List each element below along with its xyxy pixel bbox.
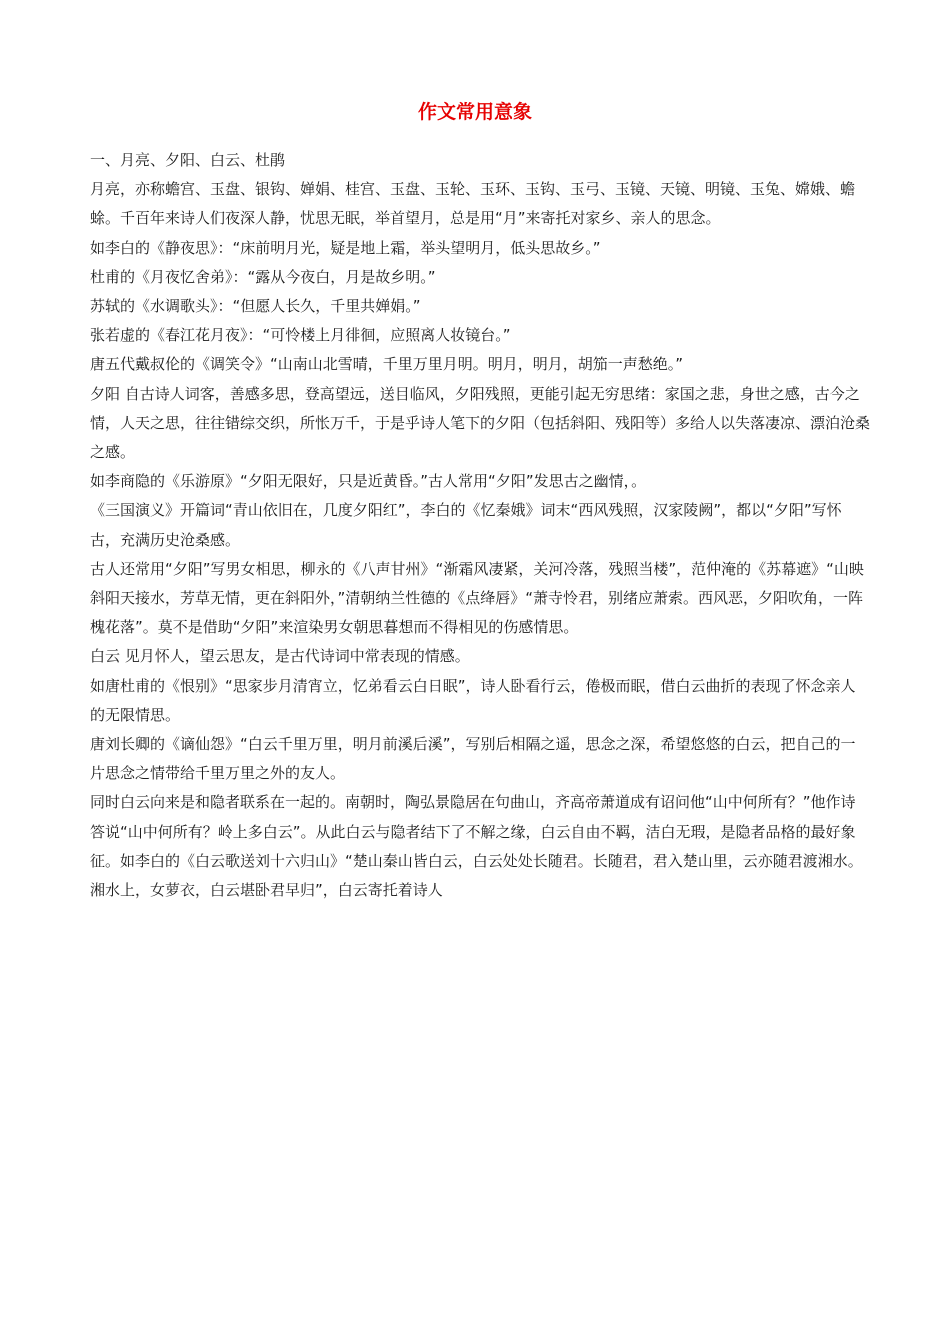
paragraph-su-shi: 苏轼的《水调歌头》：“但愿人长久，千里共婵娟。”: [90, 297, 421, 316]
paragraph-li-shangyin: 如李商隐的《乐游原》“夕阳无限好，只是近黄昏。”古人常用“夕阳”发思古之幽情，。: [90, 472, 647, 491]
paragraph-liu-changqing: 唐刘长卿的《谪仙怨》“白云千里万里，明月前溪后溪”，写别后相隔之遥，思念之深，希望悠悠的白云，把自己的一片思念之情带给千里万里之外的友人。: [90, 735, 856, 783]
paragraph-sunset-longing: 古人还常用“夕阳”写男女相思，柳永的《八声甘州》“渐霜风凄紧，关河冷落，残照当楼”，范仲淹的《苏幕遮》“山映斜阳天接水，芳草无情，更在斜阳外，”清朝纳兰性德的《点绛唇》“萧寺怜君，别绪应萧索。西风恶，夕阳吹角，一阵槐花落”。莫不是借助“夕阳”来渲染男女朝思暮想而不得相见的伤感情思。: [90, 559, 864, 637]
paragraph-dai-shulun: 唐五代戴叔伦的《调笑令》“山南山北雪晴，千里万里月明。明月，明月，胡笳一声愁绝。”: [90, 355, 684, 374]
paragraph-sanguo: 《三国演义》开篇词“青山依旧在，几度夕阳红”，李白的《忆秦娥》词末“西风残照，汉家陵阙”，都以“夕阳”写怀古，充满历史沧桑感。: [90, 501, 842, 549]
paragraph-sunset-intro: 夕阳 自古诗人词客，善感多思，登高望远，送目临风，夕阳残照，更能引起无穷思绪：家国之悲，身世之感，古今之情，人天之思，往往错综交织，所怅万千，于是乎诗人笔下的夕阳（包括斜阳、残阳等）多给人以失落凄凉、漂泊沧桑之感。: [90, 384, 871, 462]
paragraph-du-fu-yueye: 杜甫的《月夜忆舍弟》：“露从今夜白，月是故乡明。”: [90, 267, 436, 286]
document-title: 作文常用意象: [417, 101, 532, 123]
paragraph-du-fu-henbie: 如唐杜甫的《恨别》“思家步月清宵立，忆弟看云白日眠”，诗人卧看行云，倦极而眠，借白云曲折的表现了怀念亲人的无限情思。: [90, 676, 856, 724]
paragraph-cloud-hermit: 同时白云向来是和隐者联系在一起的。南朝时，陶弘景隐居在句曲山，齐高帝萧道成有诏问他“山中何所有？”他作诗答说“山中何所有？岭上多白云”。从此白云与隐者结下了不解之缘，白云自由不羁，洁白无瑕，是隐者品格的最好象征。如李白的《白云歌送刘十六归山》“楚山秦山皆白云，白云处处长随君。长随君，君入楚山里，云亦随君渡湘水。湘水上，女萝衣，白云堪卧君早归”，白云寄托着诗人: [90, 793, 863, 900]
document-body: [90, 146, 870, 905]
section-heading: 一、月亮、夕阳、白云、杜鹃: [90, 151, 286, 169]
paragraph-li-bai-jingyesi: 如李白的《静夜思》：“床前明月光，疑是地上霜，举头望明月，低头思故乡。”: [90, 238, 601, 257]
paragraph-zhang-ruoxu: 张若虚的《春江花月夜》：“可怜楼上月徘徊，应照离人妆镜台。”: [90, 326, 511, 345]
paragraph-cloud-intro: 白云 见月怀人，望云思友，是古代诗词中常表现的情感。: [90, 647, 470, 666]
paragraph-moon-intro: 月亮，亦称蟾宫、玉盘、银钩、婵娟、桂宫、玉盘、玉轮、玉环、玉钩、玉弓、玉镜、天镜、明镜、玉兔、嫦娥、蟾蜍。千百年来诗人们夜深人静，忧思无眠，举首望月，总是用“月”来寄托对家乡、亲人的思念。: [90, 180, 856, 228]
